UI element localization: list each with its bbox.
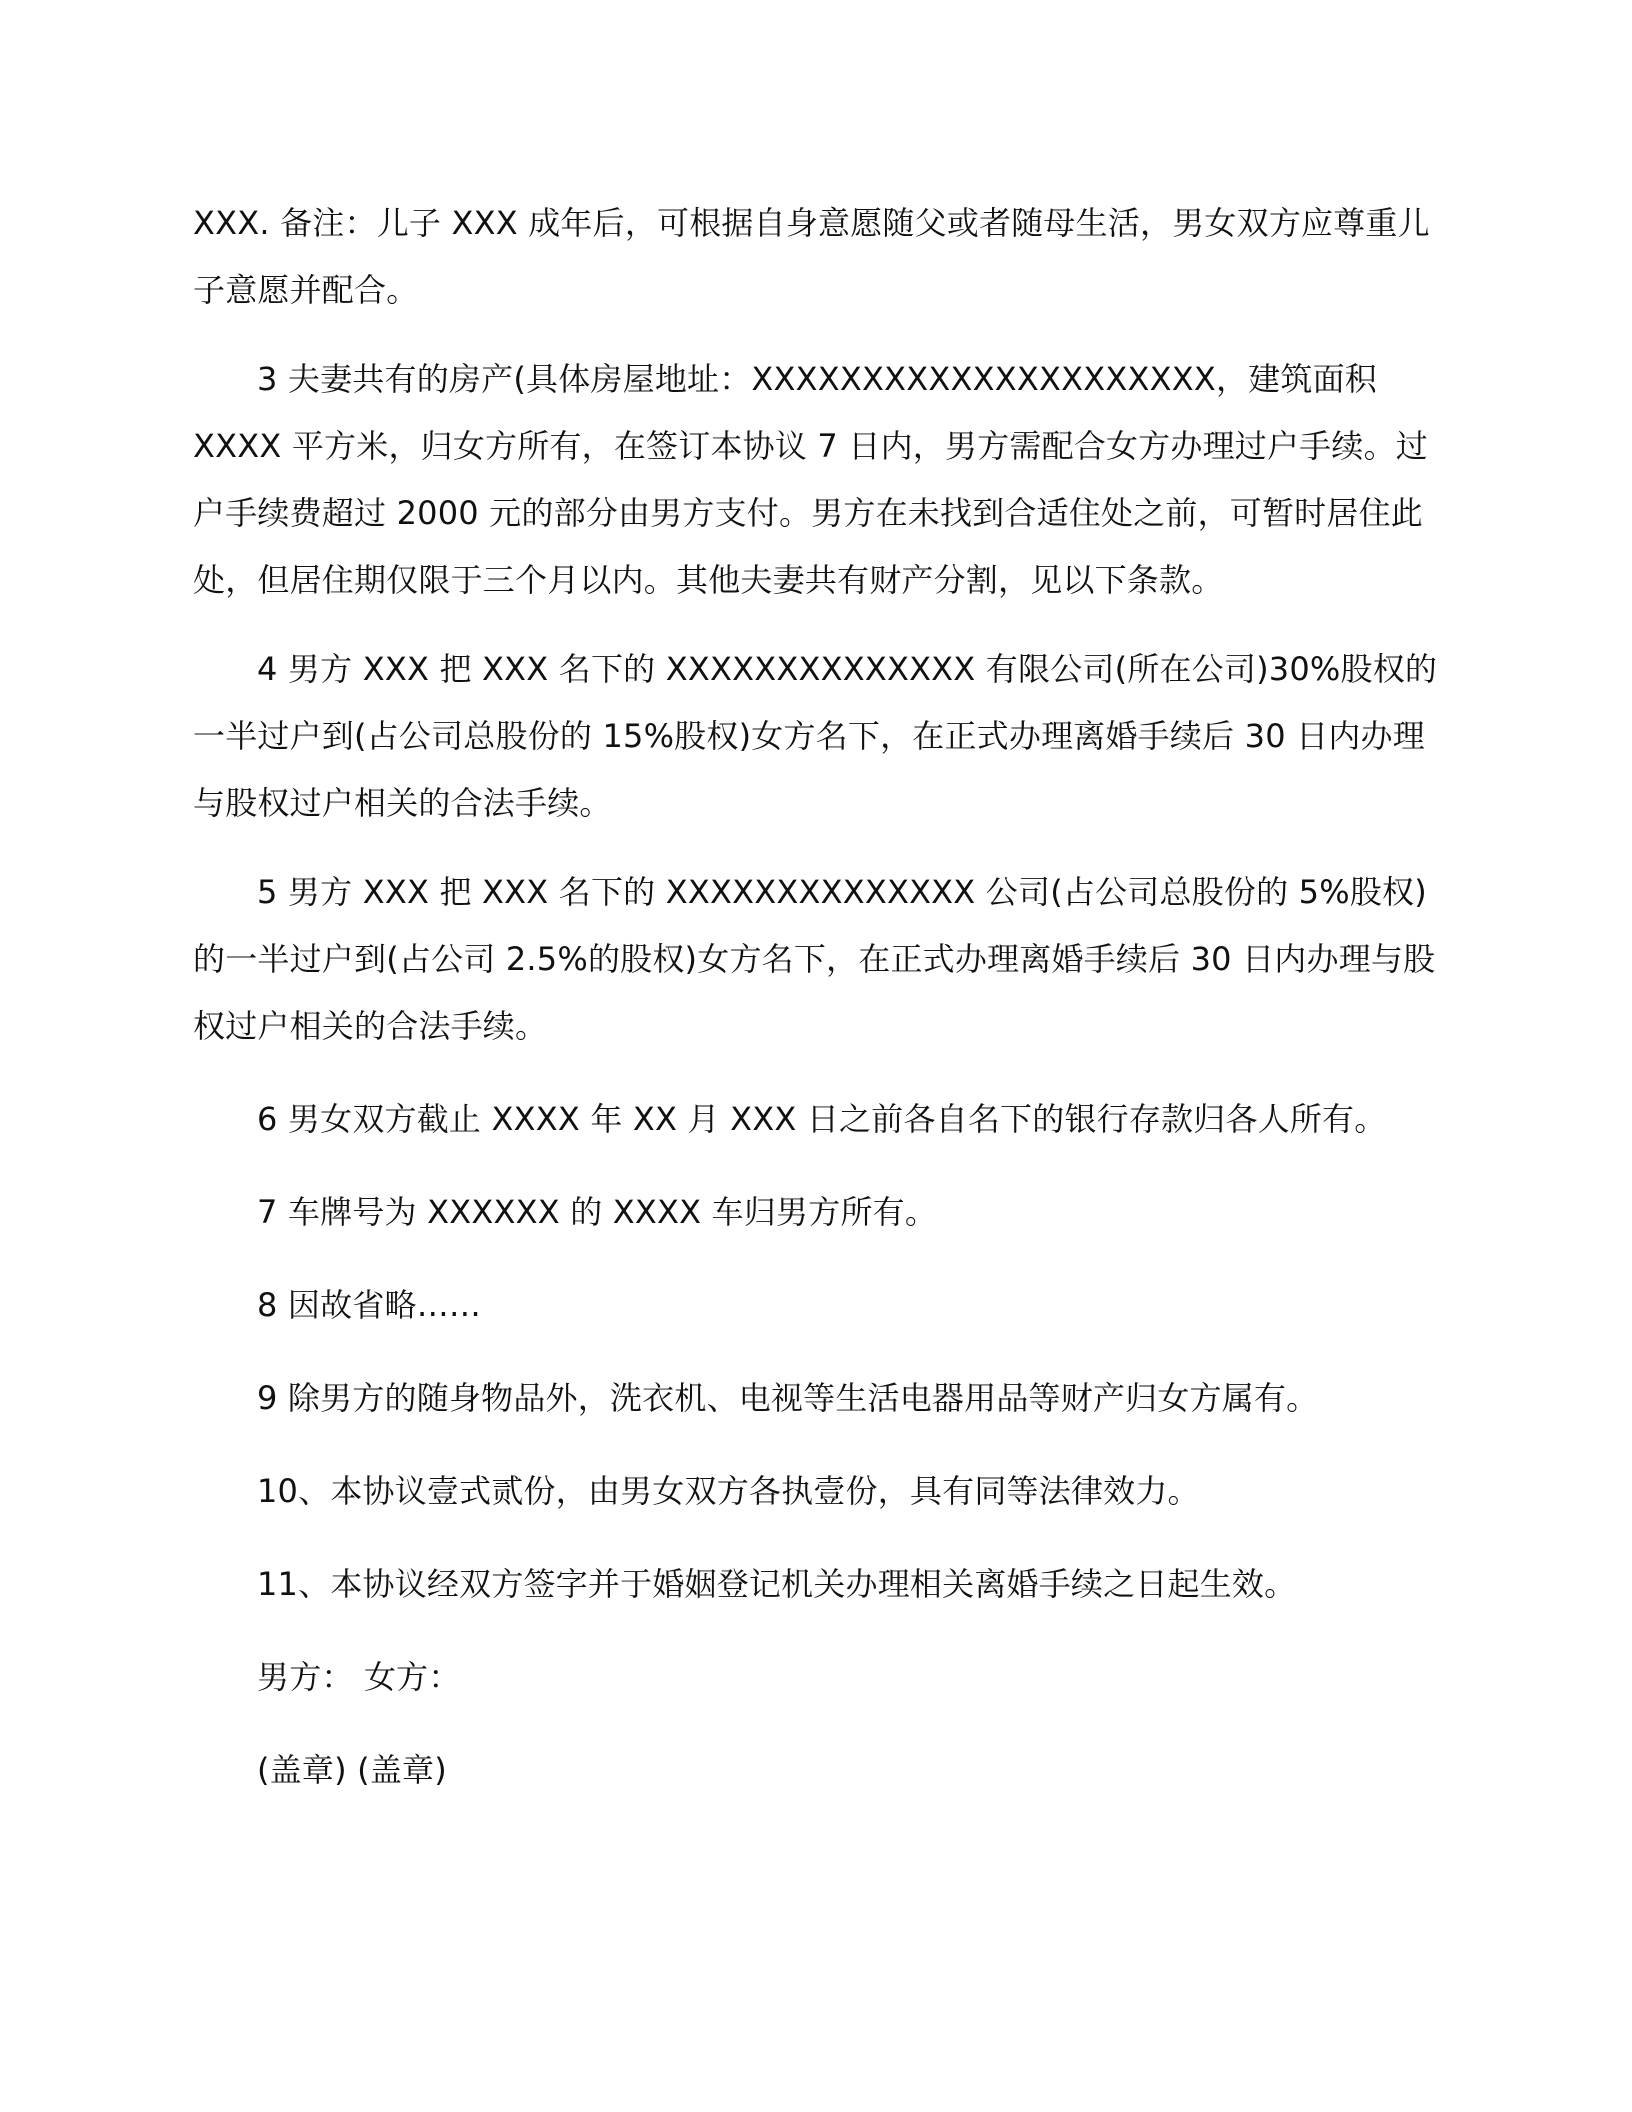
signature-parties-line: 男方： 女方： <box>257 1658 461 1696</box>
paragraph-deposit-6: 6 男女双方截止 XXXX 年 XX 月 XXX 日之前各自名下的银行存款归各人所有。 <box>257 1100 1387 1138</box>
paragraph-appliances-9: 9 除男方的随身物品外，洗衣机、电视等生活电器用品等财产归女方属有。 <box>257 1379 1319 1417</box>
paragraph-omitted-8: 8 因故省略…… <box>257 1286 482 1324</box>
paragraph-remark: XXX. 备注：儿子 XXX 成年后，可根据自身意愿随父或者随母生活，男女双方应尊重儿子意愿并配合。 <box>193 204 1430 309</box>
paragraph-effective-11: 11、本协议经双方签字并于婚姻登记机关办理相关离婚手续之日起生效。 <box>257 1565 1297 1603</box>
paragraph-equity-5: 5 男方 XXX 把 XXX 名下的 XXXXXXXXXXXXXX 公司(占公司总股份的 5%股权)的一半过户到(占公司 2.5%的股权)女方名下，在正式办理离婚手续后 30 日内办理与股权过户相关的合法手续。 <box>193 873 1436 1045</box>
paragraph-property-3: 3 夫妻共有的房产(具体房屋地址：XXXXXXXXXXXXXXXXXXXXX，建筑面积 XXXX 平方米，归女方所有，在签订本协议 7 日内，男方需配合女方办理过户手续。过户手续费超过 2000 元的部分由男方支付。男方在未找到合适住处之前，可暂时居住此处，但居住期仅限于三个月以内。其他夫妻共有财产分割，见以下条款。 <box>193 360 1428 599</box>
seal-line: (盖章) (盖章) <box>257 1751 447 1789</box>
paragraph-copies-10: 10、本协议壹式贰份，由男女双方各执壹份，具有同等法律效力。 <box>257 1472 1200 1510</box>
paragraph-equity-4: 4 男方 XXX 把 XXX 名下的 XXXXXXXXXXXXXX 有限公司(所在公司)30%股权的一半过户到(占公司总股份的 15%股权)女方名下，在正式办理离婚手续后 30 日内办理与股权过户相关的合法手续。 <box>193 650 1438 822</box>
paragraph-car-7: 7 车牌号为 XXXXXX 的 XXXX 车归男方所有。 <box>257 1193 938 1231</box>
document-body <box>193 190 1443 1804</box>
